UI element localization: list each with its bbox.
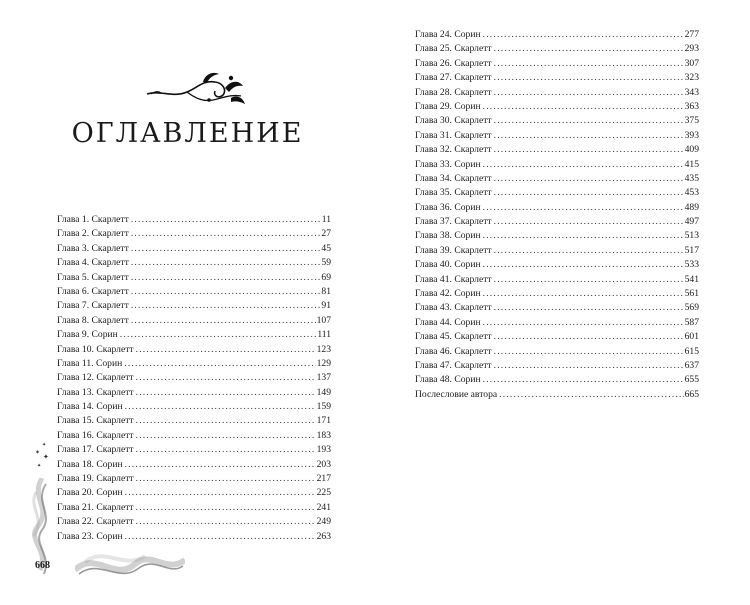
toc-entry-page: 533 [684,259,699,271]
toc-leader-dots [499,388,683,402]
toc-entry [415,359,699,373]
toc-entry [415,172,699,186]
toc-entry [57,429,331,443]
toc-entry [415,42,699,56]
toc-entry-page: 363 [684,100,699,112]
toc-entry-page: 489 [684,201,699,213]
toc-entry [57,458,331,472]
toc-entry-label: Послесловие автора [415,388,498,400]
toc-entry-page: 263 [316,530,331,542]
toc-entry-page: 249 [316,516,331,528]
toc-entry-page: 343 [684,86,699,98]
toc-entry-label: Глава 34. Скарлетт [415,172,492,184]
toc-entry [57,314,331,328]
toc-entry-page: 27 [321,228,331,240]
toc-leader-dots [494,215,684,229]
toc-entry-page: 241 [316,501,331,513]
toc-entry-page: 517 [684,244,699,256]
toc-entry [57,227,331,241]
toc-entry-label: Глава 41. Скарлетт [415,273,492,285]
svg-text:✦: ✦ [42,443,47,448]
toc-entry-label: Глава 1. Скарлетт [57,214,129,225]
toc-entry-page: 393 [684,129,699,141]
toc-entry [57,400,331,414]
toc-entry-page: 149 [316,386,331,398]
toc-entry-page: 111 [317,329,331,341]
toc-entry [415,330,699,344]
toc-leader-dots [131,271,321,285]
toc-leader-dots [494,42,684,56]
toc-entry-label: Глава 22. Скарлетт [57,516,134,528]
toc-entry [57,515,331,529]
toc-entry-label: Глава 23. Сорин [57,530,123,542]
toc-entry [57,328,331,342]
toc-leader-dots [124,357,315,371]
toc-entry [57,414,331,428]
toc-entry-label: Глава 16. Скарлетт [57,429,134,441]
toc-entry-page: 513 [684,230,699,242]
toc-leader-dots [494,114,684,128]
toc-entry [415,143,699,157]
svg-text:✶: ✶ [35,450,41,456]
toc-leader-dots [136,472,316,486]
toc-entry [415,57,699,71]
toc-entry-page: 11 [321,214,331,225]
toc-entry-page: 415 [684,158,699,170]
toc-leader-dots [131,213,321,227]
toc-leader-dots [136,414,316,428]
toc-leader-dots [136,443,316,457]
toc-entry-label: Глава 32. Скарлетт [415,144,492,156]
toc-entry [415,287,699,301]
toc-entry-page: 217 [316,473,331,485]
toc-entry [415,28,699,42]
toc-leader-dots [483,100,684,114]
toc-entry [415,215,699,229]
toc-entry-page: 137 [316,372,331,384]
toc-entry-label: Глава 47. Скарлетт [415,359,492,371]
svg-text:✦: ✦ [37,464,42,469]
toc-entry-label: Глава 33. Сорин [415,158,481,170]
toc-entry-page: 81 [321,285,331,297]
toc-entry-label: Глава 6. Скарлетт [57,285,129,297]
toc-entry [415,301,699,315]
toc-entry [57,213,331,227]
toc-entry-label: Глава 19. Скарлетт [57,473,134,485]
toc-leader-dots [136,386,316,400]
smoke-wisp-icon [75,540,185,585]
toc-entry-label: Глава 27. Скарлетт [415,72,492,84]
toc-entry [57,242,331,256]
toc-leader-dots [483,229,684,243]
toc-list-left [57,213,331,544]
toc-leader-dots [136,371,316,385]
toc-leader-dots [494,143,684,157]
toc-leader-dots [483,158,684,172]
toc-entry-page: 601 [684,331,699,343]
toc-entry [415,129,699,143]
toc-entry-page: 107 [316,314,331,326]
toc-leader-dots [483,258,684,272]
toc-entry-page: 159 [316,401,331,413]
toc-leader-dots [494,86,684,100]
toc-entry-page: 323 [684,72,699,84]
toc-leader-dots [125,486,316,500]
toc-entry-page: 655 [684,374,699,386]
toc-leader-dots [483,28,684,42]
toc-entry-page: 193 [316,444,331,456]
toc-entry-page: 561 [684,288,699,300]
toc-entry-label: Глава 18. Сорин [57,458,123,470]
toc-leader-dots [494,129,684,143]
toc-entry [57,299,331,313]
toc-entry [57,371,331,385]
toc-entry-label: Глава 7. Скарлетт [57,300,129,312]
toc-entry [415,100,699,114]
toc-entry-page: 307 [684,57,699,69]
toc-entry-label: Глава 12. Скарлетт [57,372,134,384]
toc-entry-label: Глава 8. Скарлетт [57,314,129,326]
toc-leader-dots [494,244,684,258]
toc-entry [415,273,699,287]
toc-entry-label: Глава 26. Скарлетт [415,57,492,69]
toc-entry [57,501,331,515]
svg-text:✦: ✦ [43,453,49,461]
toc-leader-dots [483,201,684,215]
toc-entry [415,71,699,85]
toc-leader-dots [131,314,316,328]
toc-entry [415,201,699,215]
toc-list-right [415,28,699,402]
toc-entry [415,186,699,200]
toc-leader-dots [125,400,316,414]
toc-leader-dots [483,373,684,387]
toc-entry [57,357,331,371]
toc-entry-page: 587 [684,316,699,328]
toc-entry-page: 615 [684,345,699,357]
toc-entry-page: 59 [321,257,331,269]
toc-entry-page: 637 [684,359,699,371]
toc-leader-dots [494,186,684,200]
toc-entry [415,316,699,330]
toc-entry-label: Глава 20. Сорин [57,487,123,499]
toc-entry-label: Глава 21. Скарлетт [57,501,134,513]
toc-entry [415,388,699,402]
floral-flourish-icon [143,68,248,108]
toc-leader-dots [136,429,316,443]
toc-entry-page: 203 [316,458,331,470]
toc-leader-dots [483,287,684,301]
toc-entry [415,345,699,359]
page-number: 668 [35,560,50,571]
toc-entry-page: 91 [321,300,331,312]
toc-entry-page: 435 [684,172,699,184]
toc-entry-label: Глава 38. Сорин [415,230,481,242]
toc-leader-dots [494,345,684,359]
toc-entry-label: Глава 36. Сорин [415,201,481,213]
toc-entry-page: 409 [684,144,699,156]
toc-entry-label: Глава 48. Сорин [415,374,481,386]
toc-entry [415,158,699,172]
toc-leader-dots [136,515,316,529]
toc-entry-label: Глава 15. Скарлетт [57,415,134,427]
toc-entry-page: 293 [684,43,699,55]
toc-entry-page: 69 [321,271,331,283]
toc-leader-dots [494,172,684,186]
toc-entry [57,472,331,486]
toc-entry-label: Глава 4. Скарлетт [57,257,129,269]
toc-entry-label: Глава 30. Скарлетт [415,115,492,127]
toc-leader-dots [131,256,321,270]
toc-leader-dots [131,285,321,299]
toc-entry-page: 225 [316,487,331,499]
toc-entry-label: Глава 35. Скарлетт [415,187,492,199]
toc-entry-page: 277 [684,29,699,40]
toc-entry [57,443,331,457]
toc-entry-label: Глава 2. Скарлетт [57,228,129,240]
toc-entry-label: Глава 25. Скарлетт [415,43,492,55]
toc-leader-dots [131,299,321,313]
toc-entry-page: 541 [684,273,699,285]
toc-entry-label: Глава 44. Сорин [415,316,481,328]
toc-entry [57,343,331,357]
toc-entry-label: Глава 9. Сорин [57,329,118,341]
toc-leader-dots [125,458,316,472]
toc-entry-page: 171 [316,415,331,427]
toc-entry [57,486,331,500]
toc-leader-dots [483,316,684,330]
toc-entry-label: Глава 5. Скарлетт [57,271,129,283]
right-page [375,0,750,605]
toc-leader-dots [136,501,316,515]
toc-entry-label: Глава 24. Сорин [415,29,481,40]
toc-entry-page: 375 [684,115,699,127]
toc-entry [415,114,699,128]
toc-entry-page: 497 [684,216,699,228]
toc-entry-page: 665 [684,388,699,400]
toc-leader-dots [494,71,684,85]
toc-entry [415,373,699,387]
toc-leader-dots [494,57,684,71]
toc-entry-label: Глава 10. Скарлетт [57,343,134,355]
toc-entry-label: Глава 42. Сорин [415,288,481,300]
toc-entry-label: Глава 31. Скарлетт [415,129,492,141]
toc-entry-page: 453 [684,187,699,199]
toc-entry-label: Глава 14. Сорин [57,401,123,413]
toc-entry-label: Глава 28. Скарлетт [415,86,492,98]
toc-entry-label: Глава 13. Скарлетт [57,386,134,398]
toc-entry-page: 129 [316,357,331,369]
toc-entry [415,229,699,243]
toc-entry-label: Глава 17. Скарлетт [57,444,134,456]
toc-entry-page: 123 [316,343,331,355]
toc-entry-label: Глава 39. Скарлетт [415,244,492,256]
toc-entry [57,386,331,400]
toc-entry-label: Глава 3. Скарлетт [57,242,129,254]
toc-leader-dots [131,242,321,256]
toc-entry [57,256,331,270]
toc-leader-dots [494,330,684,344]
toc-entry [415,258,699,272]
toc-entry-label: Глава 45. Скарлетт [415,331,492,343]
toc-entry-label: Глава 43. Скарлетт [415,302,492,314]
toc-entry-label: Глава 37. Скарлетт [415,216,492,228]
toc-entry [415,244,699,258]
toc-entry-label: Глава 46. Скарлетт [415,345,492,357]
toc-entry-page: 45 [321,242,331,254]
toc-leader-dots [494,273,684,287]
toc-entry [57,271,331,285]
toc-entry-page: 183 [316,429,331,441]
toc-leader-dots [136,343,316,357]
page-title: ОГЛАВЛЕНИЕ [71,118,304,149]
toc-leader-dots [494,301,684,315]
toc-entry-label: Глава 40. Сорин [415,259,481,271]
toc-entry-page: 569 [684,302,699,314]
toc-leader-dots [131,227,321,241]
star-cluster-icon [33,440,53,470]
toc-entry [415,86,699,100]
toc-leader-dots [494,359,684,373]
toc-entry-label: Глава 11. Сорин [57,357,123,369]
toc-leader-dots [120,328,317,342]
toc-entry [57,285,331,299]
toc-entry-label: Глава 29. Сорин [415,100,481,112]
